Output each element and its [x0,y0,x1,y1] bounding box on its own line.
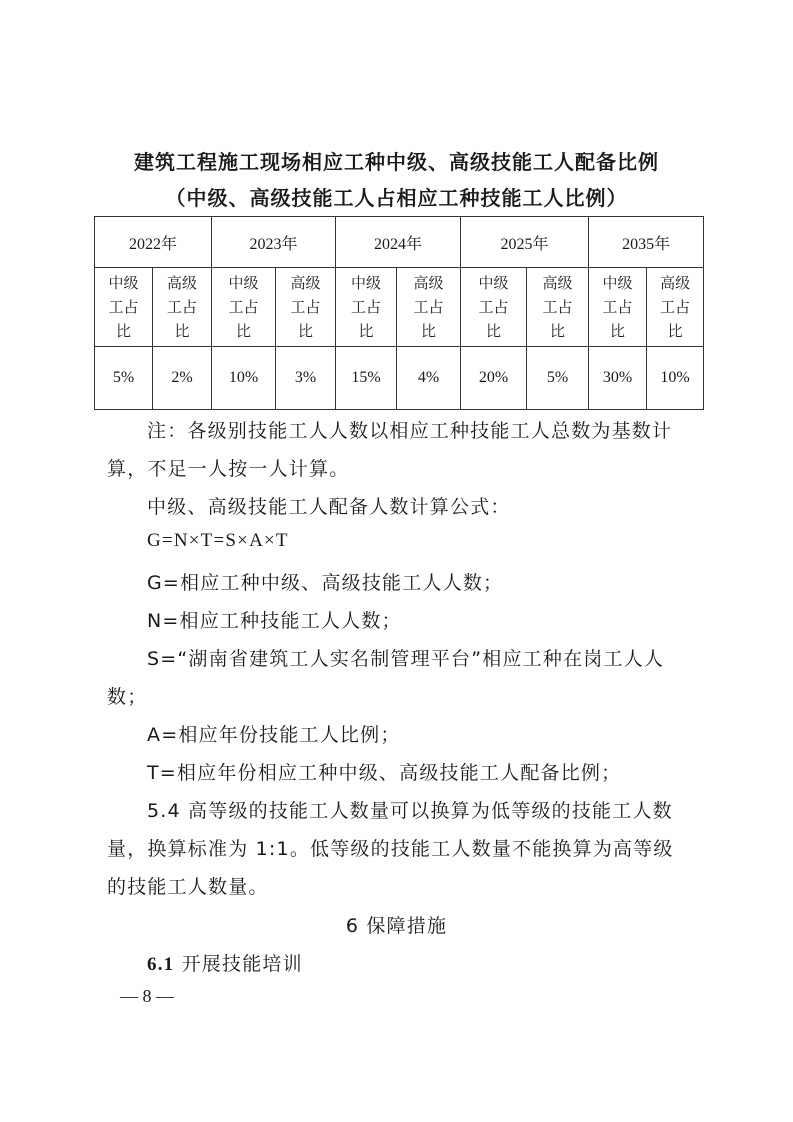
paragraph-5-4: 5.4 高等级的技能工人数量可以换算为低等级的技能工人数 [147,800,673,822]
paragraph-5-4-end: 的技能工人数量。 [107,876,269,898]
definition-g: G=相应工种中级、高级技能工人人数； [147,572,504,594]
level-header-row [95,268,704,347]
formula-title: 中级、高级技能工人配备人数计算公式： [147,496,511,518]
mid-level-header: 中级 工占 比 [461,268,527,347]
note-text-continued: 算，不足一人按一人计算。 [107,458,350,480]
high-level-header: 高级 工占 比 [527,268,589,347]
definition-a: A=相应年份技能工人比例； [147,724,401,746]
value-row [95,347,704,410]
note-text: 注：各级别技能工人人数以相应工种技能工人总数为基数计 [147,420,673,442]
definition-n: N=相应工种技能工人人数； [147,610,402,632]
subsection-heading [147,949,303,976]
table-title: 建筑工程施工现场相应工种中级、高级技能工人配备比例 [134,150,659,174]
section-heading: 6 保障措施 [345,915,448,937]
value-cell: 2% [153,347,212,410]
value-cell: 5% [95,347,153,410]
subsection-title: 开展技能培训 [181,953,303,975]
mid-level-header: 中级 工占 比 [95,268,153,347]
table-subtitle: （中级、高级技能工人占相应工种技能工人比例） [165,186,628,210]
year-cell: 2022年 [95,217,212,268]
high-level-header: 高级 工占 比 [397,268,461,347]
year-cell: 2023年 [212,217,336,268]
value-cell: 15% [336,347,397,410]
value-cell: 4% [397,347,461,410]
year-cell: 2024年 [336,217,461,268]
year-cell: 2025年 [461,217,589,268]
high-level-header: 高级 工占 比 [276,268,336,347]
year-cell: 2035年 [589,217,704,268]
value-cell: 30% [589,347,647,410]
ratio-table [94,216,704,410]
subsection-number: 6.1 [147,954,175,975]
formula: G=N×T=S×A×T [147,530,289,551]
value-cell: 10% [212,347,276,410]
mid-level-header: 中级 工占 比 [212,268,276,347]
value-cell: 3% [276,347,336,410]
value-cell: 5% [527,347,589,410]
year-header-row [95,217,704,268]
paragraph-5-4-continued: 量，换算标准为 1:1。低等级的技能工人数量不能换算为高等级 [107,838,674,860]
value-cell: 20% [461,347,527,410]
mid-level-header: 中级 工占 比 [336,268,397,347]
definition-s-continued: 数； [107,686,148,708]
value-cell: 10% [647,347,704,410]
high-level-header: 高级 工占 比 [647,268,704,347]
high-level-header: 高级 工占 比 [153,268,212,347]
page-number: — 8 — [120,986,174,1006]
definition-s: S=“湖南省建筑工人实名制管理平台”相应工种在岗工人人 [147,648,665,670]
definition-t: T=相应年份相应工种中级、高级技能工人配备比例； [147,762,622,784]
mid-level-header: 中级 工占 比 [589,268,647,347]
